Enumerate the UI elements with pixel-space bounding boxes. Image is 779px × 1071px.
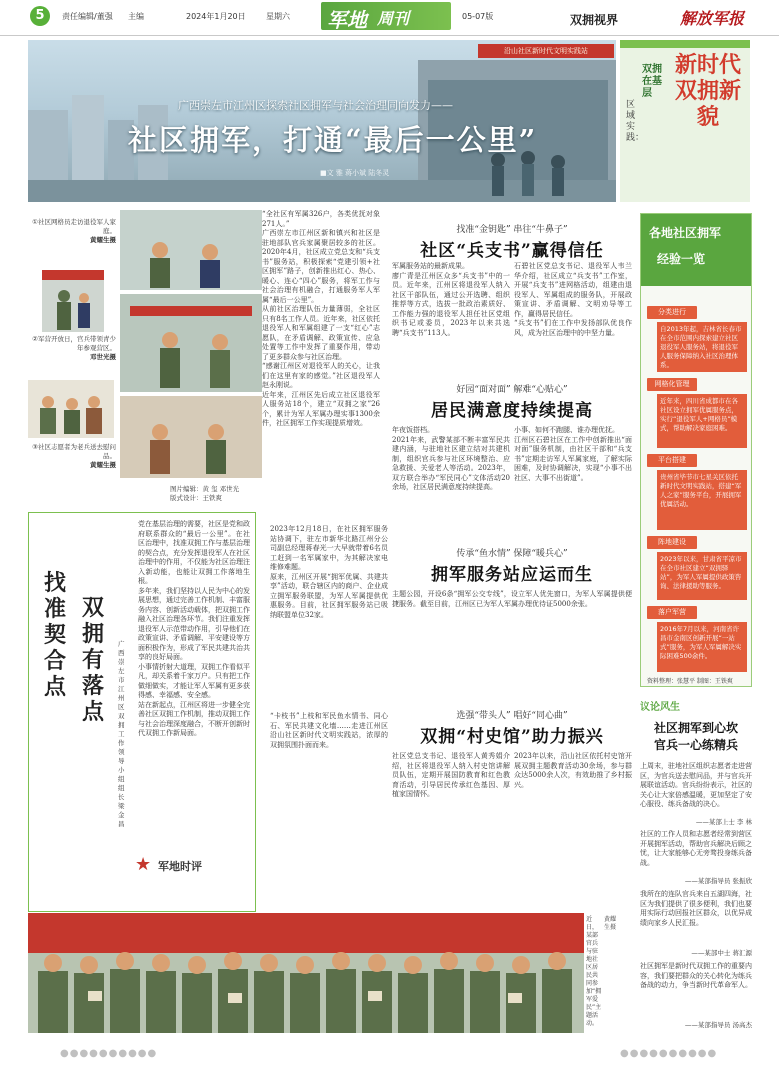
bottom-photo-caption: 近日，某部官兵与驻地社区居民共同参加“拥军爱民”主题活动。 bbox=[586, 916, 602, 1027]
panel-box-1: 自2013年起，吉林省长春市在全市范围内探索建立社区退役军人服务站，将退役军人服务保障纳入社区治理体系。 bbox=[657, 322, 747, 372]
article2-kicker: 好园“面对面” 解难“心贴心” bbox=[456, 385, 568, 395]
left-photo-column bbox=[120, 210, 262, 480]
commentary-title-1: 找准契合点 bbox=[44, 570, 67, 700]
hero-image bbox=[28, 40, 616, 202]
panel-tag-1: 分类进行 bbox=[647, 306, 697, 319]
panel-tag-5: 落户军营 bbox=[647, 606, 697, 619]
opinion-title: 社区拥军到心坎 官兵一心练精兵 bbox=[653, 721, 738, 752]
column-banner bbox=[620, 40, 750, 202]
panel-box-3: 贵州省毕节市七星关区依托新时代文明实践站，搭建“军人之家”服务平台，开展拥军优属活动。 bbox=[657, 470, 747, 530]
panel-note: 资料整理：张慧平 制图：王铁爽 bbox=[647, 678, 733, 685]
panel-box-5: 2016年7月以来，河南省许昌市金南区创新开展“一站式”服务，为军人军属解决实际困难500余件。 bbox=[657, 622, 747, 672]
editor: 责任编辑/董强 bbox=[62, 12, 113, 21]
article3-title: 拥军服务站应运而生 bbox=[431, 565, 593, 585]
panel-header: 各地社区拥军 经验一览 bbox=[641, 214, 751, 286]
opinion-p1: 上周末，驻地社区组织志愿者走进营区，为官兵送去慰问品，并与官兵开展联谊活动。官兵纷纷表示，社区的关心让大家倍感温暖，更加坚定了安心服役、练兵备战的决心。 bbox=[640, 762, 752, 808]
footer-dots-left: ●●●●●●●●●● bbox=[60, 1048, 158, 1059]
hero-kicker: 广西崇左市江州区探索社区拥军与社会治理同向发力—— bbox=[178, 99, 453, 112]
intro-text: “全社区有军属326户，各类优抚对象271人。” 广西崇左市江州区新和镇兴和社区是驻地部队官兵家属聚居较多的社区。2020年4月，社区成立党总支和“兵支书”服务站，积极探索“党建引领+社区拥军”路子，创新推出红心、热心、暖心、连心“四心”服务，将军工作与社会治理有机融合，打通服务军人军属“最后一公里”。 从前社区治理队伍力量薄弱，全社区只有8名工作人员。近年来，社区依托退役军人和军属组建了一支“红心”志愿队，在矛盾调解、政策宣传、应急处置等工作中发挥了重要作用，带动了更多群众参与社区治理。 “感谢江州区对退役军人的关心，让我们在这里有家的感觉。”社区退役军人赵永刚说。 近年来，江州区先后成立社区退役军人服务站18个，建立“双拥之家”26个，累计为军人军属办理实事1300余件，社区拥军工作实现提质增效。 bbox=[262, 210, 380, 427]
opinion-p2: 社区的工作人员和志愿者经常到营区开展拥军活动，帮助官兵解决后顾之忧，让大家能够心无旁骛投身练兵备战。 bbox=[640, 830, 752, 867]
hero-sign: 沿山社区新时代文明实践站 bbox=[478, 44, 614, 58]
article4-title: 双拥“村史馆”助力振兴 bbox=[420, 727, 604, 747]
banner-headline: 新时代双拥新貌 bbox=[674, 52, 741, 130]
panel-tag-2: 网格化管理 bbox=[647, 378, 697, 391]
photo-caption-1: ①社区网格员走访退役军人家庭。 黄耀生摄 bbox=[32, 218, 116, 244]
banner-col1: 区域实践： bbox=[626, 100, 645, 143]
star-icon: ★ bbox=[135, 854, 152, 875]
article2-text-b: 小事、如何不跑腿、谁办理优抚。 江州区石碧社区在工作中创新推出“面对面”服务机制，由社区干部和“兵支书”定期走访军人军属家庭，了解实际困难，及时协调解决，实现“小事不出社区、大事不出街道”。 bbox=[514, 426, 632, 482]
banner-col2: 双拥在基层 bbox=[642, 64, 662, 99]
masthead-logo: 军地 周刊 bbox=[321, 2, 451, 30]
panel-box-4: 2023年以来，甘肃省平凉市在全市社区建立“双拥驿站”，为军人军属提供政策咨询、法律援助等服务。 bbox=[657, 552, 747, 600]
article3-text-b: 主题公园，开设6条“拥军公交专线”，设立军人优先窗口，为军人军属提供便捷服务。截至目前，江州区已为军人军属办理优待证5000余张。 bbox=[392, 590, 632, 608]
edition: 05-07版 bbox=[462, 12, 494, 21]
photo-credits: 图片编辑：黄 玺 邓世光 版式设计：王铁爽 bbox=[170, 485, 240, 502]
opinion-sign-3: ——某部中士 蒋汇源 bbox=[691, 949, 752, 957]
article1-title: 社区“兵支书”赢得信任 bbox=[420, 241, 604, 261]
brand-logo: 解放军报 bbox=[680, 9, 745, 28]
article1-kicker: 找准“金钥匙” 串往“牛鼻子” bbox=[456, 225, 568, 235]
article3-text-a: 2023年12月18日，在社区拥军服务站协调下，驻左市新华北路江州分公司副总经理蒋春光一大早就带着6名员工赶到一名军属家中，为其解决家电维修难题。 原来，江州区开展“拥军优属、共建共享”活动，联合辖区内的商户、企业成立拥军服务联盟，为军人军属提供优惠服务。目前，社区拥军服务站已吸纳联盟单位32家。 bbox=[270, 525, 388, 619]
article3-kicker: 传承“鱼水情” 保障“暖兵心” bbox=[456, 549, 568, 559]
article4-text-b: 社区党总支书记、退役军人黄秀娟介绍，社区将退役军人纳入村史馆讲解员队伍，定期开展国防教育和红色教育活动，引导居民传承红色基因、厚植家国情怀。 bbox=[392, 752, 510, 798]
hero-byline: ■文 雅 蒋小斌 陆冬灵 bbox=[320, 169, 390, 177]
opinion-sign-2: ——某部指导员 张振欣 bbox=[684, 877, 752, 885]
bottom-group-photo bbox=[28, 913, 584, 1033]
masthead bbox=[0, 0, 779, 36]
opinion-header: 议论风生 bbox=[640, 702, 680, 713]
panel-box-2: 近年来，四川省成都市在各社区设立拥军优属服务点，实行“退役军人+网格员”模式，帮助解决家庭困难。 bbox=[657, 394, 747, 448]
banner-ribbon bbox=[620, 40, 750, 48]
opinion-p4: 社区拥军是新时代双拥工作的重要内容，我们要把群众的关心转化为练兵备战的动力，争当新时代革命军人。 bbox=[640, 962, 752, 989]
opinion-sign-4: ——某部指导员 汤高杰 bbox=[684, 1021, 752, 1029]
photo-caption-2: ②军营开放日，官兵带领青少年参观营区。 邓世光摄 bbox=[32, 335, 116, 361]
hero-title: 社区拥军，打通“最后一公里” bbox=[128, 123, 538, 157]
bottom-photo-author: 黄耀生摄 bbox=[604, 916, 617, 931]
section-title: 双拥视界 bbox=[570, 13, 619, 27]
article4-kicker: 选强“带头人” 唱好“同心曲” bbox=[456, 711, 568, 721]
commentary-text: 党在基层治理的需要，社区是党和政府联系群众的“最后一公里”。在社区治理中，找准双拥工作与基层治理的契合点，充分发挥退役军人在社区治理中的作用，不仅能为社区治理注入新动能，也能让双拥工作落地生根。 多年来，我们坚持以人民为中心的发展思想，通过完善工作机制、丰富服务内容、创新活动载体，把双拥工作融入社区治理各环节。我们注重发挥退役军人示范带动作用，引导他们在政策宣讲、矛盾调解、平安建设等方面积极作为，形成了军民共建共治共享的良好局面。 小事情折射大道理，双拥工作看似平凡，却关系着千家万户。只有把工作做细做实，才能让军人军属有更多获得感、幸福感、安全感。 站在新起点，江州区将进一步健全完善社区双拥工作机制，推动双拥工作与社会治理深度融合，不断开创新时代双拥工作新局面。 bbox=[138, 520, 250, 737]
article4-text-a: “卡枝书”上枝和军民鱼水情书、同心石、军民共建文化墙……走进江州区沿山社区新时代文明实践站，浓厚的双拥氛围扑面而来。 bbox=[270, 712, 388, 749]
article1-text-b: 石碧社区党总支书记、退役军人韦兰华介绍，社区成立“兵支书”工作室，开展“兵支书”进网格活动，组建由退役军人、军属组成的服务队，开展政策宣讲、矛盾调解、文明劝导等工作，赢得居民信任。 “兵支书”们在工作中发扬部队优良作风，成为社区治理中的中坚力量。 bbox=[514, 262, 632, 337]
experience-panel bbox=[640, 213, 752, 687]
page-number: 5 bbox=[30, 6, 50, 26]
panel-tag-3: 平台搭建 bbox=[647, 454, 697, 467]
article4-text-c: 2023年以来，沿山社区依托村史馆开展双拥主题教育活动30余场，参与群众达5000余人次，有效助推了乡村振兴。 bbox=[514, 752, 632, 789]
commentary-author: 广西崇左市江州区双拥工作领导小组组长 梁金昌 bbox=[118, 640, 125, 828]
photo-3 bbox=[28, 380, 114, 438]
opinion-sign-1: ——某部上士 李 林 bbox=[695, 818, 752, 826]
article1-text-a: 军属服务站的最新成果。 廖广青是江州区众多“兵支书”中的一员。近年来，江州区将退役军人纳入社区干部队伍，通过公开选聘、组织推荐等方式，选拔一批政治素质好、工作能力强的退役军人担任社区党组织书记或委员，2023年以来共选聘“兵支书”113人。 bbox=[392, 262, 510, 337]
article2-title: 居民满意度持续提高 bbox=[431, 401, 593, 421]
opinion-p3: 我所在的连队官兵来自五湖四海，社区为我们提供了很多便利，我们也要用实际行动回报社区群众，以优异成绩向家乡人民汇报。 bbox=[640, 890, 752, 927]
footer-dots-right: ●●●●●●●●●● bbox=[620, 1048, 718, 1059]
commentary-badge: 军地时评 bbox=[158, 860, 202, 873]
date: 2024年1月20日 bbox=[186, 12, 246, 21]
article2-text-a: 年夜饭搭档。 2021年来，武警某部不断丰富军民共建内涵，与驻地社区建立结对共建机制，组织官兵参与社区环境整治、应急救援、关爱老人等活动。2023年，双方联合举办“军民同心”文体活动20余场，社区居民满意度持续提高。 bbox=[392, 426, 510, 491]
photo-caption-3: ③社区志愿者为老兵送去慰问品。 黄耀生摄 bbox=[32, 443, 116, 469]
commentary-title-2: 双拥有落点 bbox=[82, 595, 105, 725]
panel-tag-4: 阵地建设 bbox=[647, 536, 697, 549]
weekday: 星期六 bbox=[266, 12, 290, 21]
designer: 主编 bbox=[128, 12, 144, 21]
photo-2 bbox=[42, 270, 104, 332]
